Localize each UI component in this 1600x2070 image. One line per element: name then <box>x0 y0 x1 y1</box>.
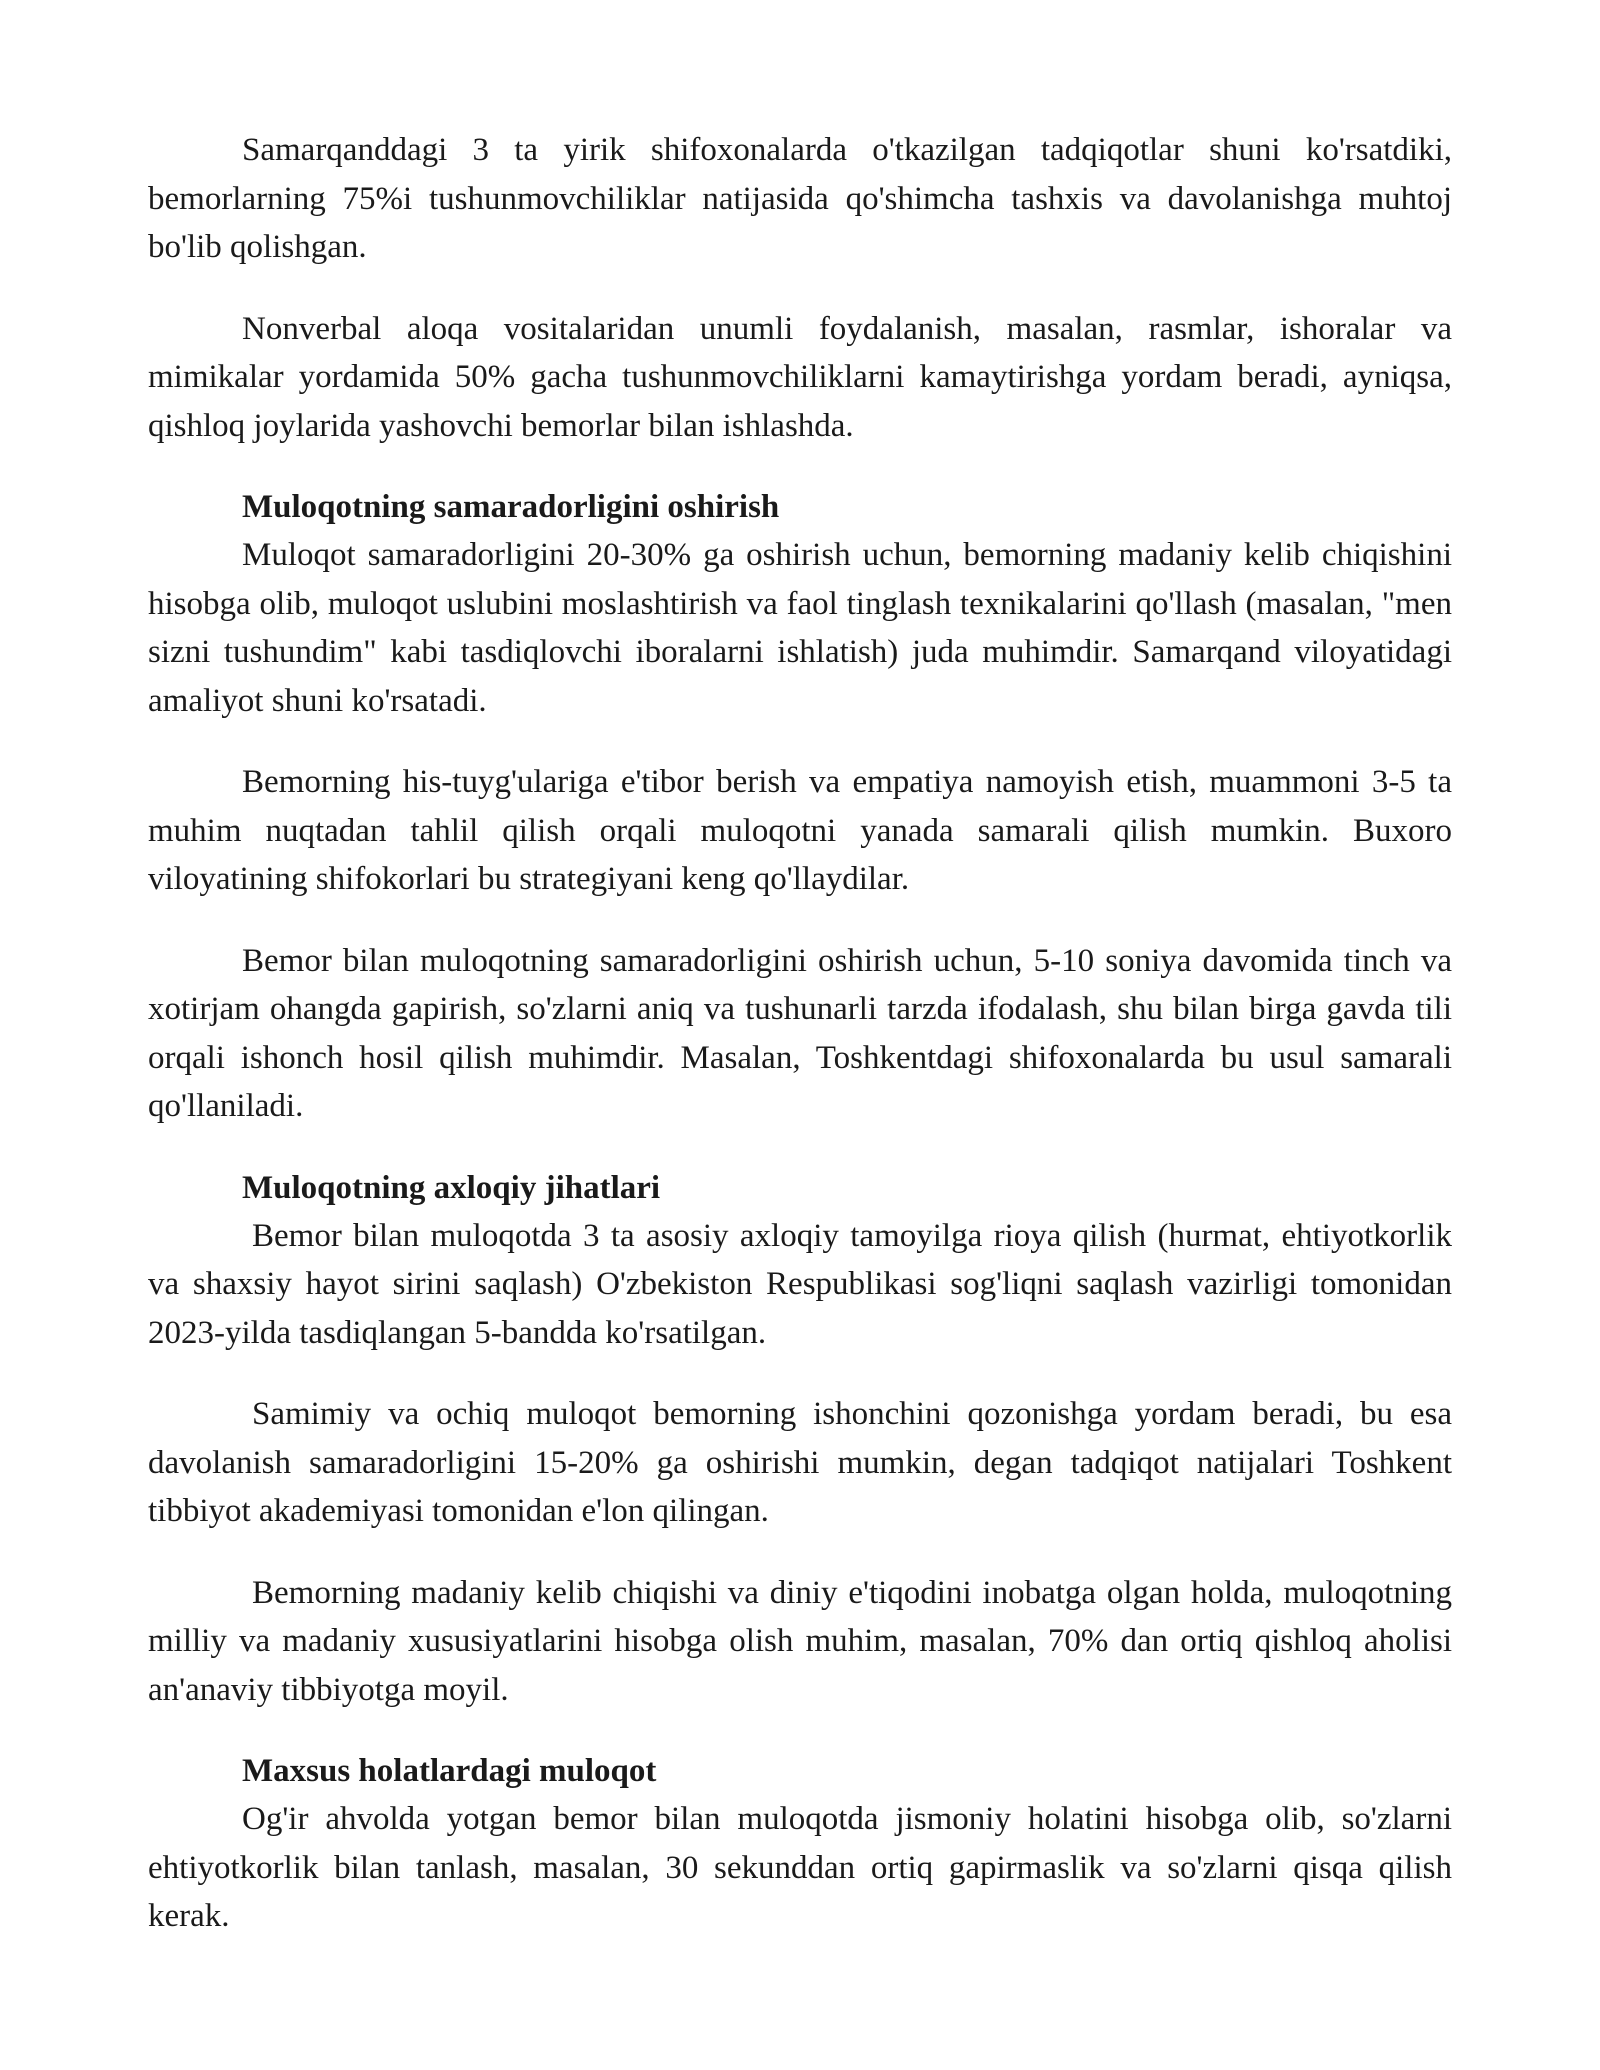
paragraph: Nonverbal aloqa vositalaridan unumli foydalanish, masalan, rasmlar, ishoralar va mimikalar yordamida 50% gacha tushunmovchiliklarni kamaytirishga yordam beradi, ayniqsa, qishloq joylarida yashovchi bemorlar bilan ishlashda. <box>148 310 1452 444</box>
document-page <box>148 126 1452 1974</box>
paragraph: Bemorning madaniy kelib chiqishi va diniy e'tiqodini inobatga olgan holda, muloqotning milliy va madaniy xususiyatlarini hisobga olish muhim, masalan, 70% dan ortiq qishloq aholisi an'anaviy tibbiyotga moyil. <box>148 1574 1452 1708</box>
section-heading: Muloqotning samaradorligini oshirish <box>242 489 780 525</box>
paragraph: Bemor bilan muloqotning samaradorligini oshirish uchun, 5-10 soniya davomida tinch va xotirjam ohangda gapirish, so'zlarni aniq va tushunarli tarzda ifodalash, shu bilan birga gavda tili orqali ishonch hosil qilish muhimdir. Masalan, Toshkentdagi shifoxonalarda bu usul samarali qo'llaniladi. <box>148 942 1452 1124</box>
paragraph: Bemor bilan muloqotda 3 ta asosiy axloqiy tamoyilga rioya qilish (hurmat, ehtiyotkorlik va shaxsiy hayot sirini saqlash) O'zbekiston Respublikasi sog'liqni saqlash vazirligi tomonidan 2023-yilda tasdiqlangan 5-bandda ko'rsatilgan. <box>148 1217 1452 1351</box>
paragraph: Bemorning his-tuyg'ulariga e'tibor berish va empatiya namoyish etish, muammoni 3-5 ta muhim nuqtadan tahlil qilish orqali muloqotni yanada samarali qilish mumkin. Buxoro viloyatining shifokorlari bu strategiyani keng qo'llaydilar. <box>148 764 1452 897</box>
section-heading: Maxsus holatlardagi muloqot <box>242 1753 657 1789</box>
paragraph: Og'ir ahvolda yotgan bemor bilan muloqotda jismoniy holatini hisobga olib, so'zlarni ehtiyotkorlik bilan tanlash, masalan, 30 sekunddan ortiq gapirmaslik va so'zlarni qisqa qilish kerak. <box>148 1801 1452 1934</box>
paragraph: Muloqot samaradorligini 20-30% ga oshirish uchun, bemorning madaniy kelib chiqishini hisobga olib, muloqot uslubini moslashtirish va faol tinglash texnikalarini qo'llash (masalan, "men sizni tushundim" kabi tasdiqlovchi iboralarni ishlatish) juda muhimdir. Samarqand viloyatidagi amaliyot shuni ko'rsatadi. <box>148 537 1452 719</box>
section-heading: Muloqotning axloqiy jihatlari <box>242 1169 661 1206</box>
paragraph: Samimiy va ochiq muloqot bemorning ishonchini qozonishga yordam beradi, bu esa davolanish samaradorligini 15-20% ga oshirishi mumkin, degan tadqiqot natijalari Toshkent tibbiyot akademiyasi tomonidan e'lon qilingan. <box>148 1396 1452 1529</box>
paragraph: Samarqanddagi 3 ta yirik shifoxonalarda o'tkazilgan tadqiqotlar shuni ko'rsatdiki, bemorlarning 75%i tushunmovchiliklar natijasida qo'shimcha tashxis va davolanishga muhtoj bo'lib qolishgan. <box>148 132 1452 265</box>
